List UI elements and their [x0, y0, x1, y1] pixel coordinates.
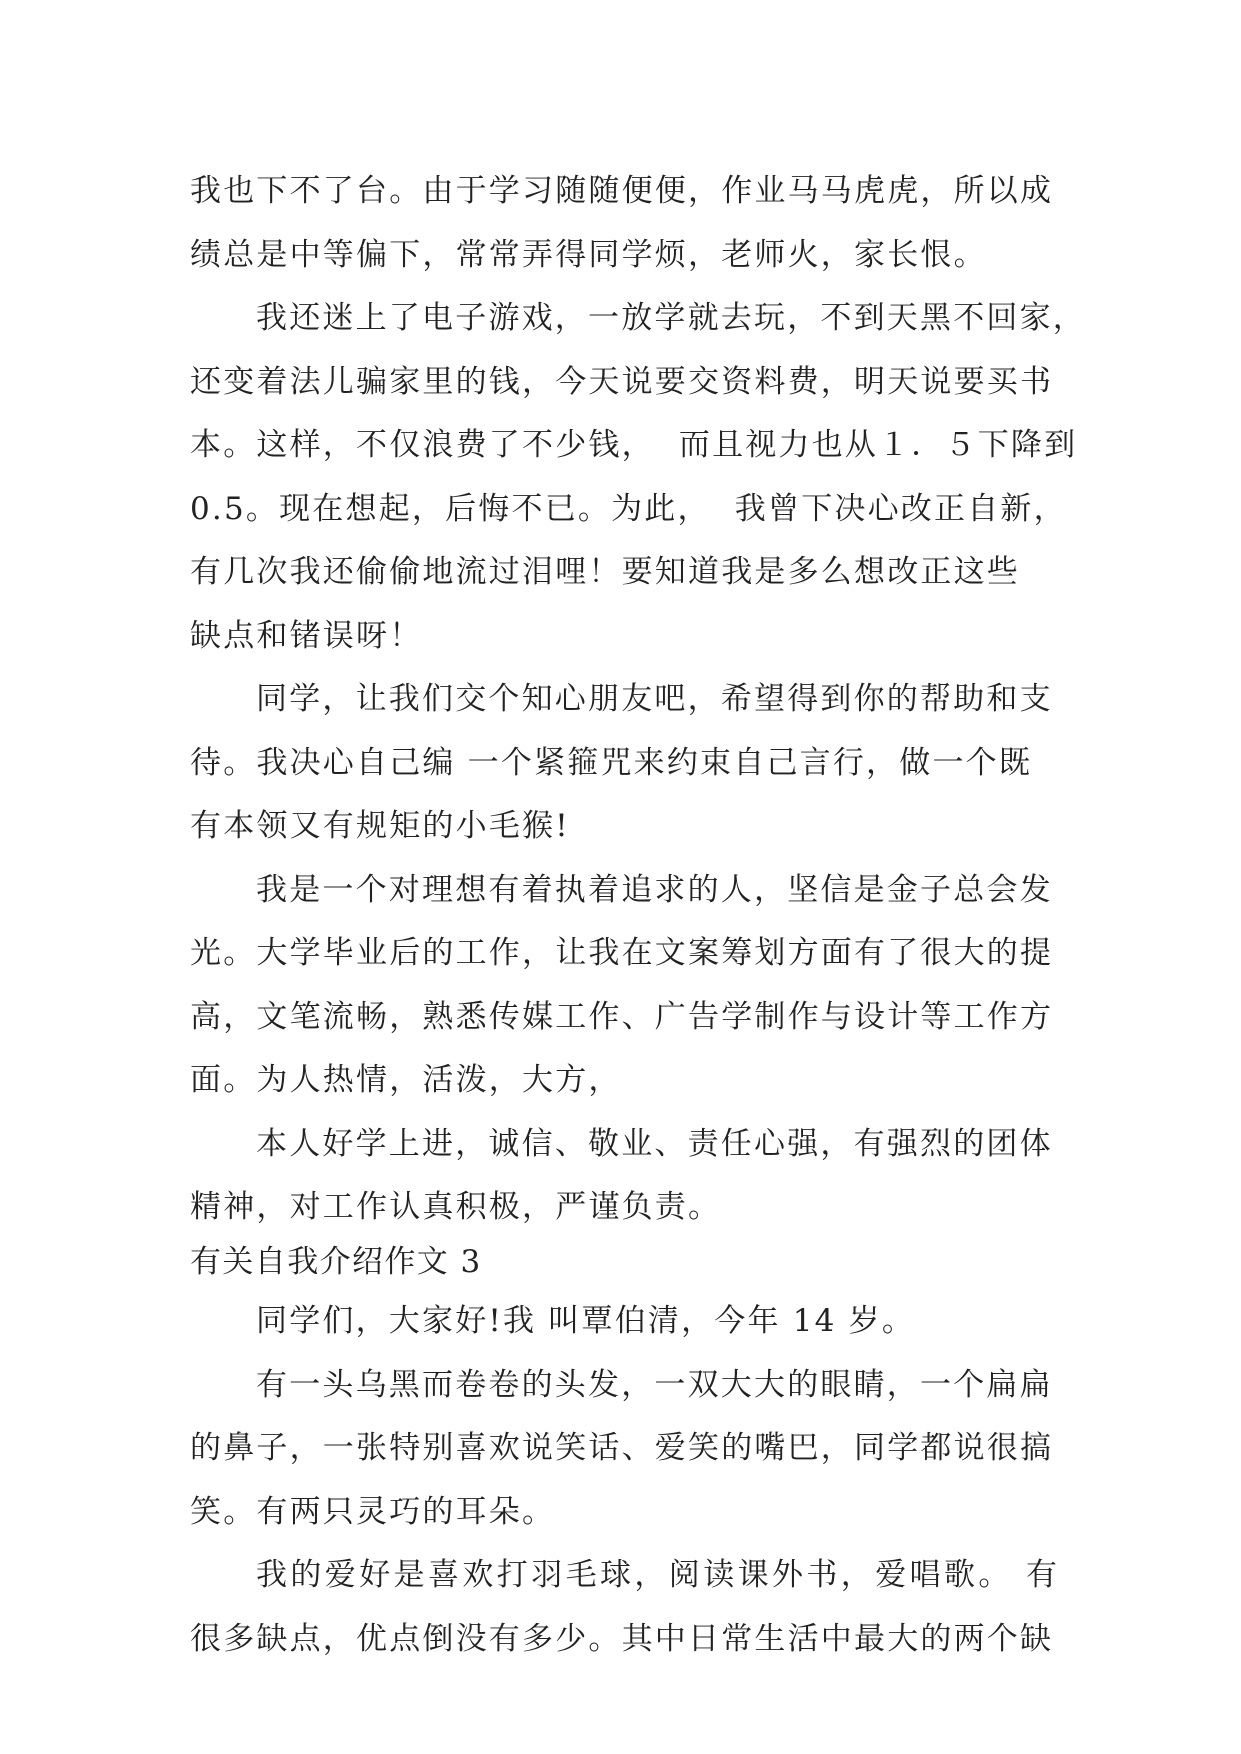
text-line: 有几次我还偷偷地流过泪哩！要知道我是多么想改正这些 [190, 554, 1020, 590]
text-line: 绩总是中等偏下，常常弄得同学烦，老师火，家长恨。 [190, 236, 987, 273]
text-line: 很多缺点，优点倒没有多少。其中日常生活中最大的两个缺 [190, 1620, 1054, 1657]
text-line: 待。我决心自己编 一个紧箍咒来约束自己言行，做一个既 [190, 744, 1033, 781]
text-line: 缺点和锗误呀！ [190, 617, 423, 654]
text-line: 我也下不了台。由于学习随随便便，作业马马虎虎，所以成 [190, 173, 1054, 209]
paragraph-start-line: 我还迷上了电子游戏，一放学就去玩，不到天黑不回家， [256, 300, 1086, 336]
paragraph-start-line: 我是一个对理想有着执着追求的人，坚信是金子总会发 [256, 871, 1053, 908]
text-line: 的鼻子，一张特别喜欢说笑话、爱笑的嘴巴，同学都说很搞 [190, 1430, 1054, 1466]
text-line: 光。大学毕业后的工作，让我在文案筹划方面有了很大的提 [190, 935, 1054, 971]
text-line: 笑。有两只灵巧的耳朵。 [190, 1493, 556, 1530]
text-line: 0.5。现在想起，后悔不已。为此， 我曾下决心改正自新， [190, 490, 1067, 527]
paragraph-start-line: 同学们，大家好!我 叫覃伯清，今年 14 岁。 [256, 1302, 916, 1339]
text-line: 本。这样，不仅浪费了不少钱， 而且视力也从１．５下降到 [190, 427, 1078, 463]
document-body [190, 160, 1086, 1671]
paragraph-start-line: 同学，让我们交个知心朋友吧，希望得到你的帮助和支 [256, 681, 1053, 717]
text-line: 面。为人热情，活泼，大方， [190, 1062, 622, 1098]
paragraph-start-line: 本人好学上进，诚信、敬业、责任心强，有强烈的团体 [256, 1125, 1053, 1162]
section-heading: 有关自我介绍作文 3 [190, 1243, 482, 1280]
paragraph-start-line: 我的爱好是喜欢打羽毛球，阅读课外书，爱唱歌。 有 [256, 1557, 1061, 1593]
text-line: 高，文笔流畅，熟悉传媒工作、广告学制作与设计等工作方 [190, 998, 1054, 1035]
text-line: 精神，对工作认真积极，严谨负责。 [190, 1189, 722, 1225]
text-line: 还变着法儿骗家里的钱，今天说要交资料费，明天说要买书 [190, 363, 1054, 400]
paragraph-start-line: 有一头乌黑而卷卷的头发，一双大大的眼睛，一个扁扁 [256, 1366, 1053, 1403]
text-line: 有本领又有规矩的小毛猴! [190, 808, 570, 844]
